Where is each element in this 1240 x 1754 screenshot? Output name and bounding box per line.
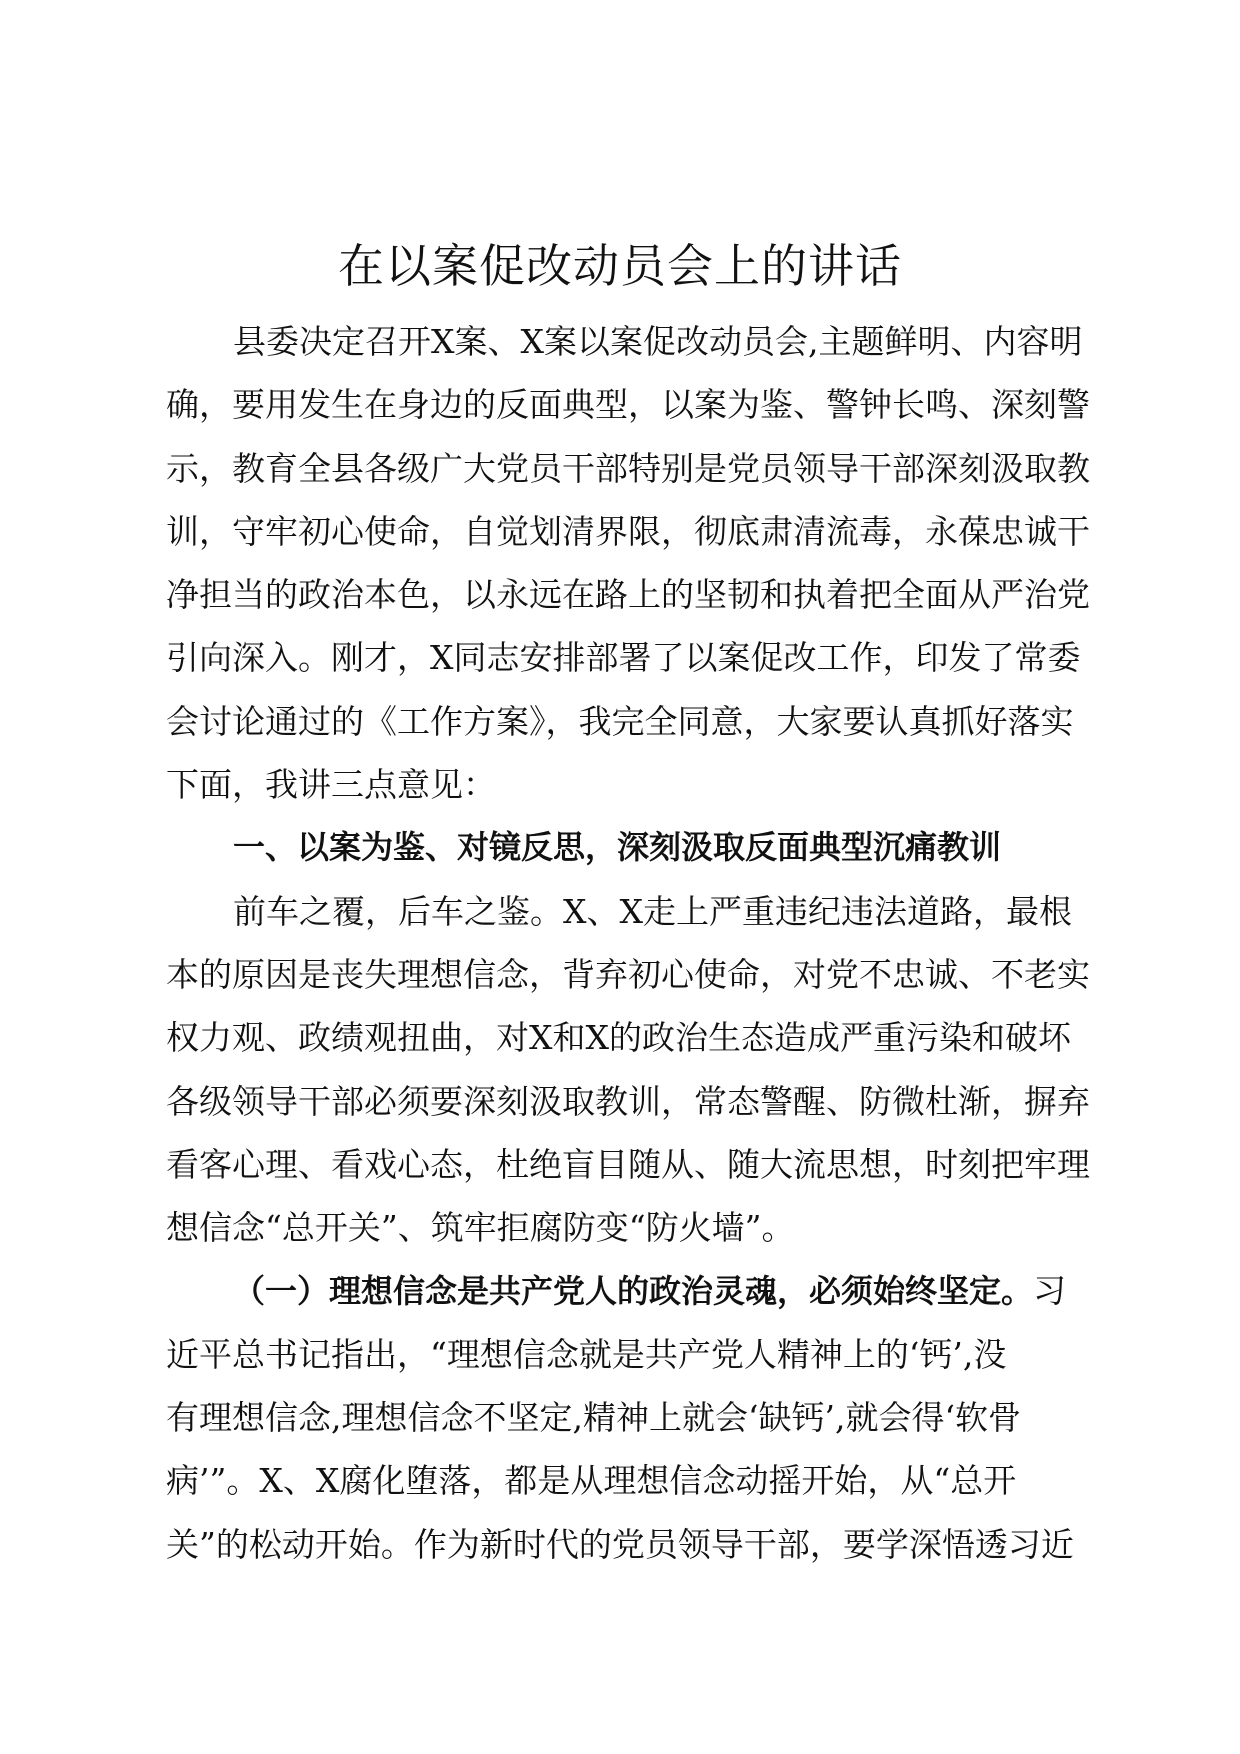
paragraph-line: 前车之覆，后车之鉴。X、X走上严重违纪违法道路，最根 bbox=[233, 891, 1072, 931]
subsection-first-line bbox=[166, 1259, 1101, 1322]
paragraph-line: 示，教育全县各级广大党员干部特别是党员领导干部深刻汲取教 bbox=[166, 448, 1090, 488]
paragraph-line: 关”的松动开始。作为新时代的党员领导干部，要学深悟透习近 bbox=[166, 1524, 1074, 1564]
paragraph-line: 下面，我讲三点意见： bbox=[166, 765, 496, 805]
paragraph-line: 县委决定召开X案、X案以案促改动员会,主题鲜明、内容明 bbox=[233, 322, 1083, 361]
subsection-first-line-tail: 习 bbox=[1033, 1271, 1067, 1311]
paragraph-line: 看客心理、看戏心态，杜绝盲目随从、随大流思想，时刻把牢理 bbox=[166, 1144, 1090, 1184]
paragraph-line: 引向深入。刚才，X同志安排部署了以案促改工作，印发了常委 bbox=[166, 638, 1081, 678]
paragraph-line: 确，要用发生在身边的反面典型，以案为鉴、警钟长鸣、深刻警 bbox=[166, 385, 1090, 425]
section-heading: 一、以案为鉴、对镜反思，深刻汲取反面典型沉痛教训 bbox=[233, 828, 1002, 867]
paragraph-line: 有理想信念,理想信念不坚定,精神上就会‘缺钙’,就会得‘软骨 bbox=[166, 1398, 1021, 1438]
paragraph-line: 会讨论通过的《工作方案》，我完全同意，大家要认真抓好落实 bbox=[166, 701, 1074, 741]
paragraph-line: 近平总书记指出，“理想信念就是共产党人精神上的‘钙’,没 bbox=[166, 1334, 1007, 1374]
paragraph-line: 病’”。X、X腐化堕落，都是从理想信念动摇开始，从“总开 bbox=[166, 1461, 1017, 1501]
subsection-label: （一）理想信念是共产党人的政治灵魂，必须始终坚定。 bbox=[233, 1272, 1034, 1311]
paragraph-line: 权力观、政绩观扭曲，对X和X的政治生态造成严重污染和破坏 bbox=[166, 1018, 1071, 1058]
paragraph-line: 训，守牢初心使命，自觉划清界限，彻底肃清流毒，永葆忠诚干 bbox=[166, 511, 1090, 551]
document-title: 在以案促改动员会上的讲话 bbox=[338, 239, 902, 293]
document-body bbox=[166, 310, 1101, 1576]
paragraph-line: 本的原因是丧失理想信念，背弃初心使命，对党不忠诚、不老实 bbox=[166, 954, 1090, 994]
paragraph-line: 各级领导干部必须要深刻汲取教训，常态警醒、防微杜渐，摒弃 bbox=[166, 1081, 1090, 1121]
paragraph-line: 想信念“总开关”、筑牢拒腐防变“防火墙”。 bbox=[166, 1208, 795, 1248]
paragraph-line: 净担当的政治本色，以永远在路上的坚韧和执着把全面从严治党 bbox=[166, 575, 1090, 615]
